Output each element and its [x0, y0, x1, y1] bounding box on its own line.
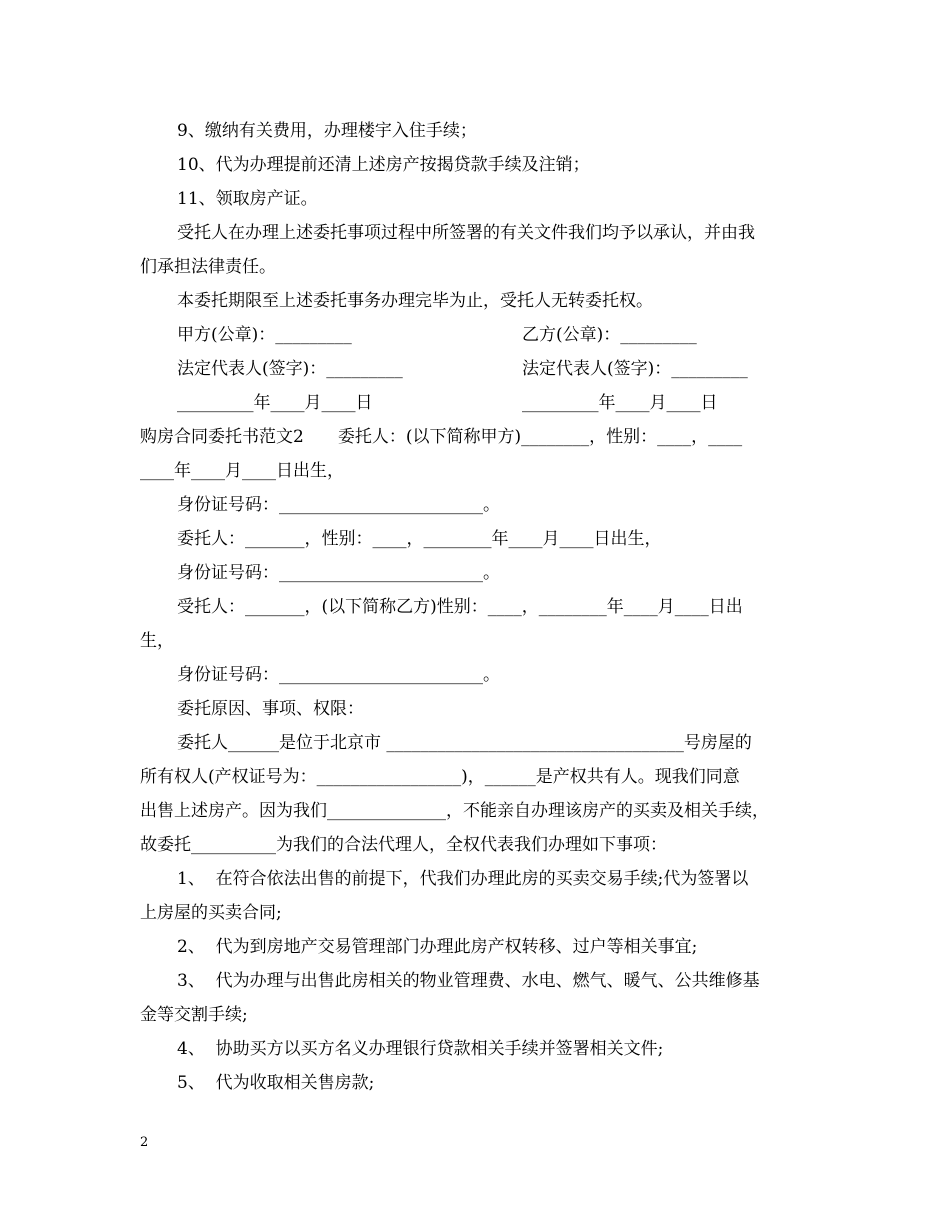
party-a-seal: 甲方(公章)：_________	[177, 325, 352, 345]
reasons-paragraph-cont: 故委托__________为我们的合法代理人，全权代表我们办理如下事项：	[140, 835, 667, 855]
power-item-1: 1、 在符合依法出售的前提下，代我们办理此房的买卖交易手续;代为签署以	[177, 869, 749, 889]
item-11: 11、领取房产证。	[177, 189, 318, 209]
party-a-representative: 法定代表人(签字)：_________	[177, 359, 403, 379]
id-number-line: 身份证号码：________________________。	[177, 495, 500, 515]
reasons-paragraph-cont: 所有权人(产权证号为：_________________)，______是产权共有人。现我们同意	[140, 767, 740, 787]
agent-line: 受托人：_______，(以下简称乙方)性别：____，________年____月____日出	[177, 597, 743, 617]
paragraph-acknowledgement-cont: 们承担法律责任。	[140, 257, 276, 277]
section-heading: 购房合同委托书范文2 委托人：(以下简称甲方)________，性别：____，____	[140, 427, 743, 447]
power-item-1-cont: 上房屋的买卖合同;	[140, 903, 282, 923]
principal-line: 委托人：_______，性别：____，________年____月____日出生，	[177, 529, 662, 549]
agent-line-cont: 生，	[140, 631, 174, 651]
party-b-seal: 乙方(公章)：_________	[522, 325, 697, 345]
party-b-representative: 法定代表人(签字)：_________	[522, 359, 748, 379]
power-item-4: 4、 协助买方以买方名义办理银行贷款相关手续并签署相关文件;	[177, 1039, 664, 1059]
party-a-date: _________年____月____日	[177, 393, 373, 413]
paragraph-acknowledgement: 受托人在办理上述委托事项过程中所签署的有关文件我们均予以承认，并由我	[177, 223, 755, 243]
item-10: 10、代为办理提前还清上述房产按揭贷款手续及注销；	[177, 155, 590, 175]
power-item-5: 5、 代为收取相关售房款;	[177, 1073, 375, 1093]
page-number: 2	[140, 1135, 149, 1150]
id-number-line: 身份证号码：________________________。	[177, 563, 500, 583]
reasons-paragraph: 委托人______是位于北京市 ___________________________________号房屋的	[177, 733, 752, 753]
power-item-3-cont: 金等交割手续;	[140, 1005, 248, 1025]
reasons-heading: 委托原因、事项、权限：	[177, 699, 364, 719]
reasons-paragraph-cont: 出售上述房产。因为我们______________，不能亲自办理该房产的买卖及相关手续，	[140, 801, 769, 821]
power-item-3: 3、 代为办理与出售此房相关的物业管理费、水电、燃气、暖气、公共维修基	[177, 971, 760, 991]
item-9: 9、缴纳有关费用，办理楼宇入住手续；	[177, 121, 477, 141]
section-heading-cont: ____年____月____日出生，	[140, 461, 344, 481]
paragraph-term: 本委托期限至上述委托事务办理完毕为止，受托人无转委托权。	[177, 291, 653, 311]
id-number-line: 身份证号码：________________________。	[177, 665, 500, 685]
power-item-2: 2、 代为到房地产交易管理部门办理此房产权转移、过户等相关事宜;	[177, 937, 698, 957]
party-b-date: _________年____月____日	[522, 393, 718, 413]
